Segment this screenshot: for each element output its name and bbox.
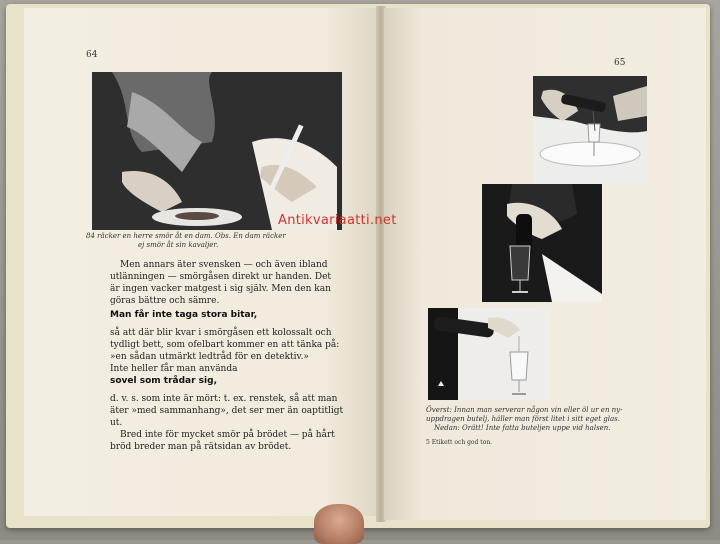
left-caption: [86, 232, 356, 250]
text-line: är ingen vacker matgest i sig själv. Men den kan: [110, 284, 331, 294]
text-line: Inte heller får man använda: [110, 364, 238, 374]
text-line: »en sådan utmärkt ledtråd för en detektiv.»: [110, 352, 309, 362]
caption-line: Nedan: Orätt! Inte fatta buteljen uppe vid halsen.: [434, 424, 611, 432]
right-caption: [426, 406, 706, 433]
photo-pouring-middle: [482, 184, 602, 302]
right-page: [384, 8, 706, 520]
text-line: så att där blir kvar i smörgåsen ett kolossalt och: [110, 328, 332, 338]
spade-logo-icon: [434, 376, 448, 390]
text-line: göras bättre och sämre.: [110, 296, 220, 306]
thumb: [314, 504, 364, 544]
text-line: Men annars äter svensken — och även ibland: [120, 260, 328, 270]
text-line: tydligt bett, som ofelbart kommer en att tänka på:: [110, 340, 340, 350]
text-line: bröd breder man på rätsidan av brödet.: [110, 442, 292, 452]
heading-sovel: sovel som trådar sig,: [110, 376, 217, 386]
caption-line: uppdragen butelj, häller man först litet i sitt eget glas.: [426, 415, 620, 423]
butter-photo: [92, 72, 342, 230]
photo-pouring-top: [533, 76, 647, 184]
left-page-number: 64: [86, 50, 98, 60]
watermark: Antikvariaatti.net: [278, 213, 397, 228]
caption-line: Överst: Innan man serverar någon vin eller öl ur en ny-: [426, 406, 623, 414]
caption-line: 84 räcker en herre smör åt en dam. Obs. En dam räcker: [86, 232, 286, 240]
text-line: utlänningen — smörgåsen direkt ur handen. Det: [110, 272, 332, 282]
right-page-number: 65: [614, 58, 626, 68]
text-line: ut.: [110, 418, 123, 428]
footnote: 5 Etikett och god ton.: [426, 439, 493, 446]
caption-line: ej smör åt sin kavaljer.: [138, 241, 219, 249]
text-line: d. v. s. som inte är mört: t. ex. renstek, så att man: [110, 394, 338, 404]
paragraph-sovel: [110, 393, 346, 453]
text-line: äter »med sammanhang», det ser mer än oaptitligt: [110, 406, 344, 416]
text-line: Bred inte för mycket smör på brödet — på hårt: [120, 430, 335, 440]
heading-bites: Man får inte taga stora bitar,: [110, 310, 258, 320]
paragraph-bites: [110, 327, 346, 375]
paragraph-intro: [110, 259, 346, 307]
